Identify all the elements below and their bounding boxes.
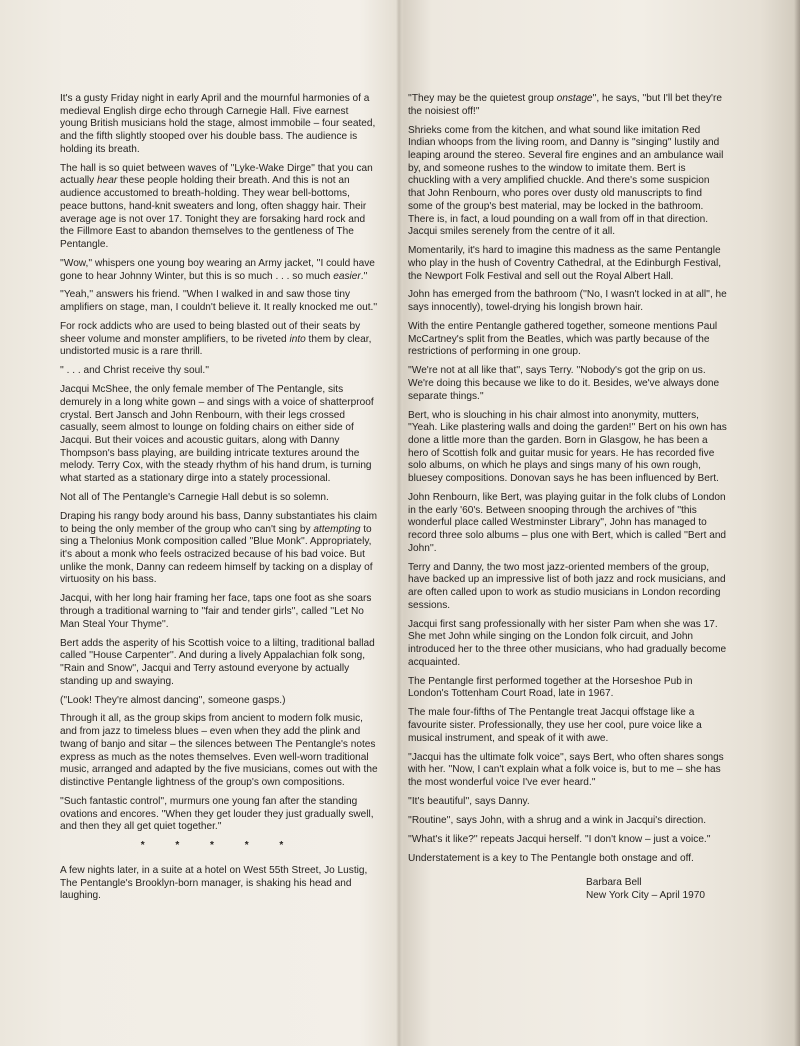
author-signature [586, 877, 728, 902]
paragraph [60, 93, 378, 157]
paragraph [408, 619, 728, 670]
paragraph [60, 796, 378, 834]
paragraph-text: Shrieks come from the kitchen, and what sound like imitation Red Indian whoops from the living room, and Danny is ''singing'' lustily and leaping around the stereo. Several fire engines and an ambulance wail by, and someone rushes to the window to imitate them. Bert is chuckling with a very amplified chuckle. And there's some suspicion that John Renbourn, who pores over dusty old manuscripts to find some of the group's best material, may be locked in the bathroom. There is, in fact, a loud pounding on a wall from off in that direction. Jacqui smiles serenely from the centre of it all. [408, 124, 724, 238]
paragraph-text: ''They may be the quietest group [408, 93, 557, 104]
paragraph-text: ''We're not at all like that'', says Terry. ''Nobody's got the grip on us. We're doing this because we like to do it. Besides, we've always done separate things.'' [408, 365, 720, 402]
paragraph-text: Terry and Danny, the two most jazz-oriented members of the group, have backed up an impressive list of both jazz and rock musicians, and are often called upon to work as studio musicians in London recording sessions. [408, 561, 726, 611]
paragraph-text: The male four-fifths of The Pentangle treat Jacqui offstage like a favourite sister. Professionally, they use her cool, pure voice like a musical instrument, and speak of it with awe. [408, 707, 702, 744]
paragraph-text: to sing a Thelonius Monk composition called ''Blue Monk''. Appropriately, it's about a monk who feels ostracized because of his bad voice. But unlike the monk, Danny can redeem himself by tacking on a display of virtuosity on his bass. [60, 523, 373, 586]
emphasis-text: hear [97, 175, 118, 187]
paragraph [408, 815, 728, 828]
paragraph [60, 865, 378, 903]
paragraph-text: For rock addicts who are used to being blasted out of their seats by sheer volume and monster amplifiers, to be riveted [60, 321, 361, 345]
paragraph-text: Jacqui first sang professionally with her sister Pam when she was 17. She met John while singing on the London folk circuit, and John introduced her to the three other musicians, who had gradually become acquainted. [408, 618, 727, 668]
left-paragraphs [60, 93, 378, 834]
paragraph-text: Jacqui, with her long hair framing her face, taps one foot as she soars through a traditional warning to ''fair and tender girls'', called ''Let No Man Steal Your Thyme''. [60, 593, 372, 630]
paragraph-text: .'' [360, 270, 368, 282]
paragraph [408, 676, 728, 701]
emphasis-text: onstage [556, 93, 593, 104]
paragraph-text: Not all of The Pentangle's Carnegie Hall debut is so solemn. [60, 492, 329, 503]
right-paragraphs [408, 93, 728, 865]
author-name: Barbara Bell [586, 877, 642, 889]
paragraph-text: John has emerged from the bathroom (''No, I wasn't locked in at all'', he says innocently), towel-drying his longish brown hair. [408, 289, 727, 314]
paragraph [408, 365, 728, 403]
paragraph-text: '', he says, ''but I'll bet they're the noisiest off!'' [408, 93, 722, 117]
right-column [408, 93, 728, 903]
paragraph [60, 258, 378, 283]
paragraph-text: (''Look! They're almost dancing'', someone gasps.) [60, 694, 286, 706]
page-fold [396, 0, 402, 1046]
emphasis-text: attempting [313, 523, 361, 535]
paragraph-text: '' . . . and Christ receive thy soul.'' [60, 365, 210, 377]
paragraph [60, 321, 378, 359]
paragraph [408, 321, 728, 359]
paragraph-text: Understatement is a key to The Pentangle both onstage and off. [408, 852, 694, 864]
paragraph [60, 163, 378, 252]
paragraph [60, 384, 378, 486]
paragraph [408, 93, 728, 118]
paragraph [408, 853, 728, 866]
paragraph-text: The Pentangle first performed together at the Horseshoe Pub in London's Tottenham Court Road, late in 1967. [408, 675, 693, 700]
emphasis-text: into [289, 333, 306, 345]
paragraph [60, 289, 378, 314]
paragraph [60, 511, 378, 587]
paragraph-text: It's a gusty Friday night in early April and the mournful harmonies of a medieval English dirge echo through Carnegie Hall. Five earnest young British musicians hold the stage, almost immobile – four seated, and the fifth slightly stooped over his double bass. The audience is holding its breath. [60, 93, 376, 155]
section-separator: * * * * * [140, 840, 298, 852]
paragraph-text: With the entire Pentangle gathered together, someone mentions Paul McCartney's split from the Beatles, which was partly because of the restrictions of performing in one group. [408, 321, 718, 358]
paragraph-text: ''It's beautiful'', says Danny. [408, 795, 530, 807]
paragraph [60, 695, 378, 708]
paragraph-text: these people holding their breath. And this is not an audience accustomed to breath-holding. They wear bell-bottoms, peace buttons, hand-knit sweaters and long, often shaggy hair. Their average age is not over 17. Tonight they are forsaking hard rock and the Fillmore East to abandon themselves to the gentleness of The Pentangle. [60, 175, 367, 250]
paragraph-text: Jacqui McShee, the only female member of The Pentangle, sits demurely in a long white gown – and sings with a voice of shatterproof crystal. Bert Jansch and John Renbourn, with their legs crossed casually, seem almost to lounge on folding chairs on either side of Jacqui. But their voices and acoustic guitars, along with Danny Thompson's bass playing, are building intricate textures around the melody. Terry Cox, with the steady rhythm of his hand drum, is turning what started as a stationary dirge into a stately processional. [60, 384, 374, 485]
paragraph [408, 492, 728, 556]
paragraph-text: Bert adds the asperity of his Scottish voice to a lilting, traditional ballad called ''House Carpenter''. And during a lively Appalachian folk song, ''Rain and Snow'', Jacqui and Terry astound everyone by actually standing up and swaying. [60, 637, 375, 687]
paragraph-text: Draping his rangy body around his bass, Danny substantiates his claim to being the only member of the group who can't sing by [60, 510, 378, 535]
paragraph [408, 796, 728, 809]
paragraph [408, 245, 728, 283]
paragraph-text: John Renbourn, like Bert, was playing guitar in the folk clubs of London in the early '60's. Between snooping through the archives of ''this wonderful place called Westminster Library'', John has managed to record three solo albums – plus one with Bert, which is called ''Bert and John''. [408, 492, 727, 554]
paragraph [408, 289, 728, 314]
paragraph-text: ''Such fantastic control'', murmurs one young fan after the standing ovations and encores. ''When they get louder they just gradually swell, and then they all get quiet together.'' [60, 795, 374, 833]
paragraph-text: Bert, who is slouching in his chair almost into anonymity, mutters, ''Yeah. Like plastering walls and doing the garden!'' Bert on his own has done a little more than the garden. Born in Glasgow, he has been a hero of Scottish folk and guitar music for years. He has recorded five solo albums, on which he plays and sings many of his own rough, bluesey compositions. Donovan says he has been influenced by Bert. [408, 409, 727, 485]
paragraph [60, 638, 378, 689]
page-edge-shadow [794, 0, 800, 1046]
paragraph-text: ''Jacqui has the ultimate folk voice'', says Bert, who often shares songs with her. ''Now, I can't explain what a folk voice is, but to me – she has the most wonderful voice I've ever heard.'' [408, 751, 724, 788]
paragraph [408, 125, 728, 239]
paragraph-text: them by clear, undistorted music is a rare thrill. [60, 333, 372, 358]
paragraph-text: ''What's it like?'' repeats Jacqui herself. ''I don't know – just a voice.'' [408, 833, 711, 845]
paragraph-text: ''Wow,'' whispers one young boy wearing an Army jacket, ''I could have gone to hear Johnny Winter, but this is so much . . . so much [60, 257, 375, 282]
paragraph [60, 492, 378, 505]
paragraph [408, 410, 728, 486]
author-place-date: New York City – April 1970 [586, 889, 705, 901]
paragraph [60, 713, 378, 789]
paragraph [408, 834, 728, 847]
paragraph-text: Momentarily, it's hard to imagine this madness as the same Pentangle who play in the hush of Coventry Cathedral, at the Edinburgh Festival, the Newport Folk Festival and sell out the Royal Albert Hall. [408, 245, 722, 282]
paragraph-text: ''Yeah,'' answers his friend. ''When I walked in and saw those tiny amplifiers on stage, man, I couldn't believe it. It really knocked me out.'' [60, 289, 378, 314]
paragraph [408, 752, 728, 790]
paragraph-text: Through it all, as the group skips from ancient to modern folk music, and from jazz to timeless blues – even when they add the plink and twang of banjo and sitar – the silences between The Pentangle's notes express as much as the notes themselves. Even well-worn traditional music, arranged and adapted by the five musicians, comes out with the distinctive Pentangle lightness of the group's own compositions. [60, 713, 378, 788]
paragraph [60, 593, 378, 631]
left-column [60, 93, 378, 909]
emphasis-text: easier [333, 270, 361, 282]
paragraph [408, 707, 728, 745]
paragraph-text: The hall is so quiet between waves of ''Lyke-Wake Dirge'' that you can actually [60, 162, 373, 187]
paragraph-text: ''Routine'', says John, with a shrug and a wink in Jacqui's direction. [408, 814, 707, 826]
paragraph [60, 365, 378, 378]
paragraph-text: A few nights later, in a suite at a hotel on West 55th Street, Jo Lustig, The Pentangle's Brooklyn-born manager, is shaking his head and laughing. [60, 864, 368, 902]
left-after-paragraphs [60, 865, 378, 903]
paragraph [408, 562, 728, 613]
